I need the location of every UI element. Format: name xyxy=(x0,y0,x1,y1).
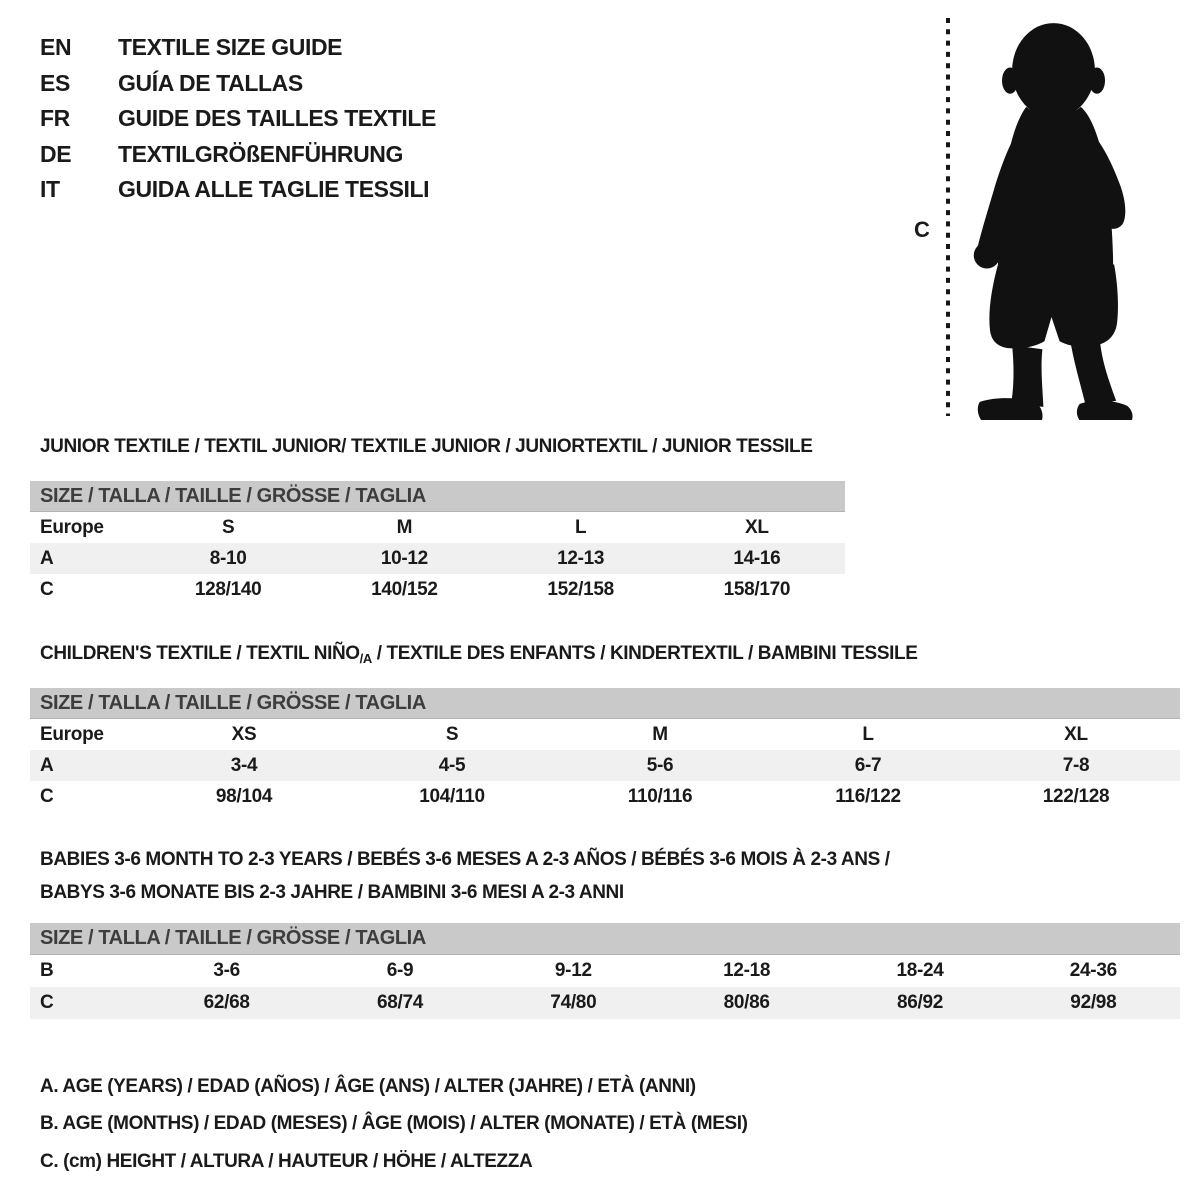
cell: 24-36 xyxy=(1069,960,1117,981)
lang-code: EN xyxy=(40,34,72,61)
table-row-c xyxy=(30,574,845,605)
babies-title-line2: BABYS 3-6 MONATE BIS 2-3 JAHRE / BAMBINI 3-6 MESI A 2-3 ANNI xyxy=(40,882,624,903)
cell: 80/86 xyxy=(723,992,770,1013)
lang-code: FR xyxy=(40,105,70,132)
lang-code: DE xyxy=(40,140,72,167)
table-header-bar xyxy=(30,688,1180,719)
cell: 18-24 xyxy=(896,960,944,981)
language-title-block xyxy=(40,30,436,208)
cell: XL xyxy=(745,516,769,538)
table-header-bar xyxy=(30,481,845,512)
cell: 140/152 xyxy=(371,578,438,600)
lang-title: TEXTILE SIZE GUIDE xyxy=(118,34,343,61)
cell: 6-9 xyxy=(386,960,414,981)
row-label: C xyxy=(40,785,54,807)
size-header-label: SIZE / TALLA / TAILLE / GRÖSSE / TAGLIA xyxy=(40,484,426,507)
row-label: C xyxy=(40,578,54,600)
size-header-label: SIZE / TALLA / TAILLE / GRÖSSE / TAGLIA xyxy=(40,691,426,714)
row-label: C xyxy=(40,992,54,1013)
cell: 14-16 xyxy=(733,547,781,569)
lang-row-it xyxy=(40,172,436,208)
row-label: A xyxy=(40,547,54,569)
lang-title: GUIDA ALLE TAGLIE TESSILI xyxy=(118,176,430,203)
cell: 74/80 xyxy=(550,992,597,1013)
junior-section-title: JUNIOR TEXTILE / TEXTIL JUNIOR/ TEXTILE JUNIOR / JUNIORTEXTIL / JUNIOR TESSILE xyxy=(40,436,813,457)
cell: 3-4 xyxy=(230,754,258,776)
legend-line-c: C. (cm) HEIGHT / ALTURA / HAUTEUR / HÖHE / ALTEZZA xyxy=(40,1150,533,1172)
lang-row-de xyxy=(40,137,436,173)
cell: XL xyxy=(1064,723,1088,745)
cell: 110/116 xyxy=(627,785,693,807)
lang-row-en xyxy=(40,30,436,66)
cell: 12-13 xyxy=(557,547,605,569)
lang-title: GUIDE DES TAILLES TEXTILE xyxy=(118,105,436,132)
cell: 8-10 xyxy=(209,547,247,569)
lang-title: TEXTILGRÖßENFÜHRUNG xyxy=(118,140,403,167)
cell: 6-7 xyxy=(854,754,882,776)
table-row-b xyxy=(30,955,1180,987)
cell: L xyxy=(862,723,874,745)
measure-legend xyxy=(40,1068,748,1181)
cell: 128/140 xyxy=(194,578,262,600)
cell: 10-12 xyxy=(380,547,428,569)
table-row-a xyxy=(30,543,845,574)
cell: 68/74 xyxy=(376,992,424,1013)
baby-silhouette-icon xyxy=(963,16,1140,420)
row-label: A xyxy=(40,754,54,776)
height-measure-label: C xyxy=(914,217,930,242)
cell: 86/92 xyxy=(896,992,944,1013)
children-section-title xyxy=(40,643,917,670)
cell: S xyxy=(221,516,235,538)
babies-size-table xyxy=(30,923,1180,1019)
row-label: Europe xyxy=(40,723,104,745)
legend-line-b: B. AGE (MONTHS) / EDAD (MESES) / ÂGE (MOIS) / ALTER (MONATE) / ETÀ (MESI) xyxy=(40,1113,748,1135)
cell: M xyxy=(652,723,668,745)
cell: 104/110 xyxy=(419,785,485,807)
row-label: B xyxy=(40,960,54,981)
table-row-europe xyxy=(30,512,845,543)
cell: 7-8 xyxy=(1062,754,1090,776)
children-title-pre: CHILDREN'S TEXTILE / TEXTIL NIÑO xyxy=(40,643,360,664)
lang-code: IT xyxy=(40,176,60,203)
table-header-bar xyxy=(30,923,1180,955)
babies-section-title xyxy=(40,843,890,909)
cell: 152/158 xyxy=(547,578,614,600)
lang-title: GUÍA DE TALLAS xyxy=(118,69,303,96)
cell: 12-18 xyxy=(723,960,771,981)
cell: 122/128 xyxy=(1042,785,1110,807)
cell: 98/104 xyxy=(215,785,273,807)
cell: S xyxy=(445,723,459,745)
cell: 5-6 xyxy=(646,754,674,776)
cell: 9-12 xyxy=(554,960,592,981)
cell: L xyxy=(574,516,587,538)
junior-size-table xyxy=(30,481,845,605)
cell: 92/98 xyxy=(1070,992,1117,1013)
cell: XS xyxy=(231,723,257,745)
cell: 158/170 xyxy=(723,578,791,600)
cell: M xyxy=(396,516,413,538)
children-title-sub: /A xyxy=(359,651,372,666)
babies-title-line1: BABIES 3-6 MONTH TO 2-3 YEARS / BEBÉS 3-6 MESES A 2-3 AÑOS / BÉBÉS 3-6 MOIS À 2-3 ANS / xyxy=(40,849,890,870)
lang-row-es xyxy=(40,66,436,102)
table-row-a xyxy=(30,750,1180,781)
size-header-label: SIZE / TALLA / TAILLE / GRÖSSE / TAGLIA xyxy=(40,927,426,949)
cell: 62/68 xyxy=(203,992,250,1013)
children-size-table xyxy=(30,688,1180,812)
lang-row-fr xyxy=(40,101,436,137)
cell: 116/122 xyxy=(835,785,901,807)
legend-line-a: A. AGE (YEARS) / EDAD (AÑOS) / ÂGE (ANS) / ALTER (JAHRE) / ETÀ (ANNI) xyxy=(40,1075,696,1097)
lang-code: ES xyxy=(40,69,70,96)
children-title-post: / TEXTILE DES ENFANTS / KINDERTEXTIL / BAMBINI TESSILE xyxy=(371,643,918,664)
table-row-c xyxy=(30,987,1180,1019)
cell: 3-6 xyxy=(213,960,240,981)
table-row-europe xyxy=(30,719,1180,750)
table-row-c xyxy=(30,781,1180,812)
cell: 4-5 xyxy=(438,754,466,776)
row-label: Europe xyxy=(40,516,104,538)
height-dashed-line-icon xyxy=(945,16,951,418)
